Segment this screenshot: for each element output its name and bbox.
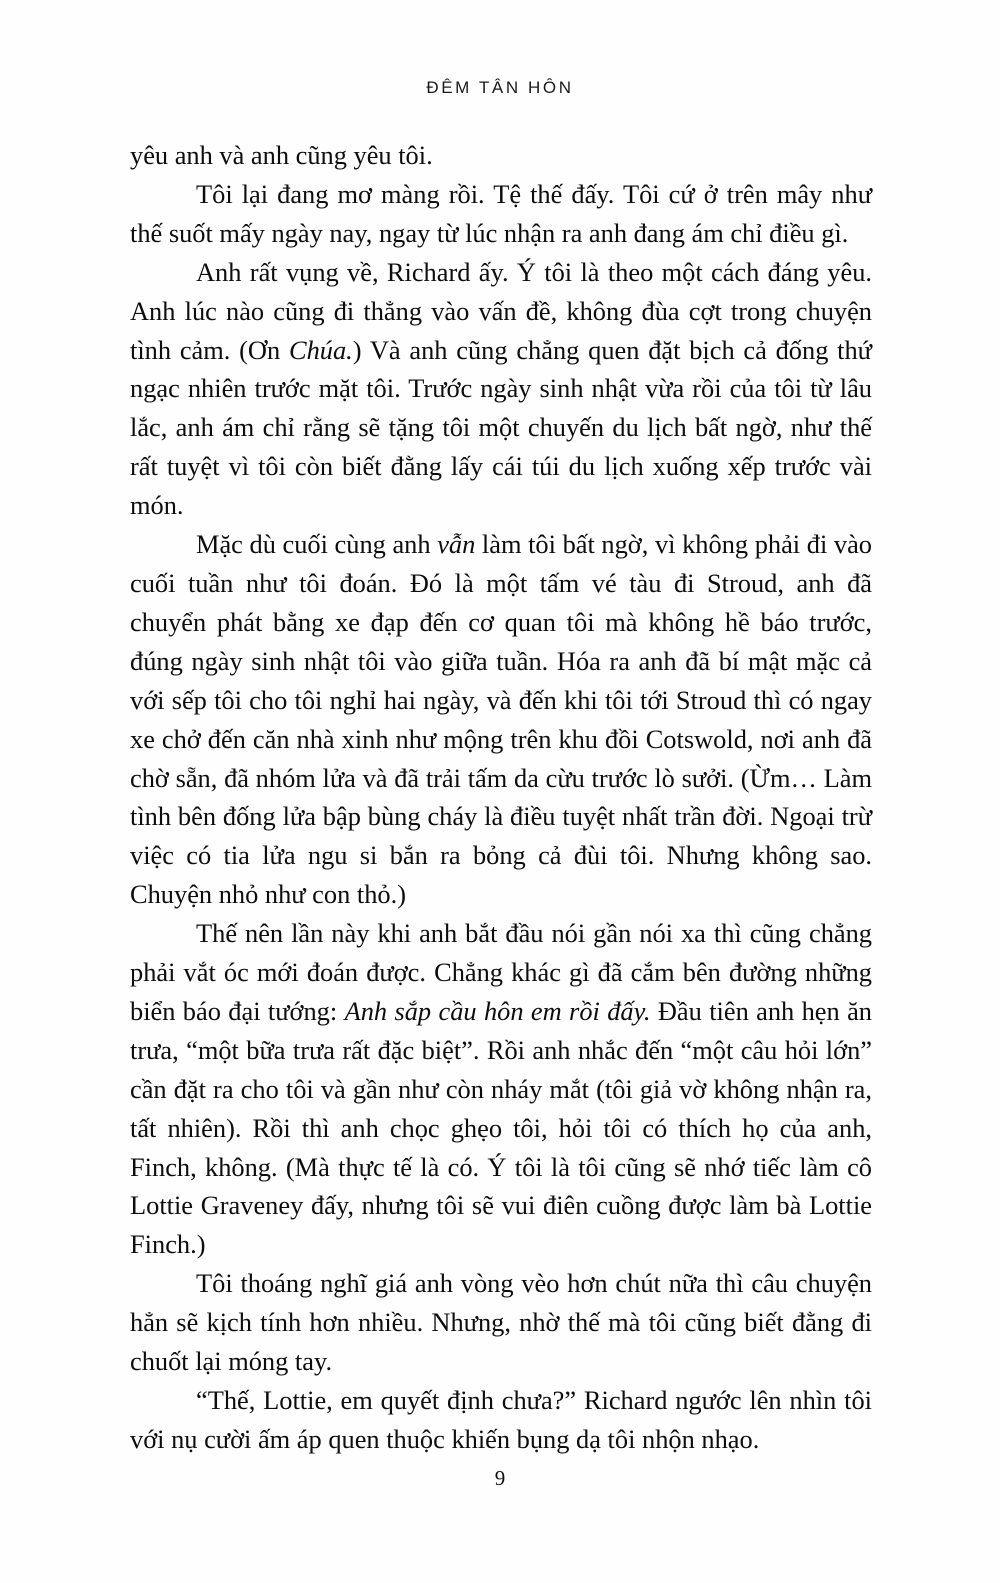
text-run: Mặc dù cuối cùng anh xyxy=(196,529,438,560)
running-head: ĐÊM TÂN HÔN xyxy=(426,78,574,97)
paragraph xyxy=(130,1264,872,1381)
text-run: Tôi thoáng nghĩ giá anh vòng vèo hơn chút nữa thì câu chuyện hẳn sẽ kịch tính hơn nhiều. Nhưng, nhờ thế mà tôi cũng biết đằng đi chuốt lại móng tay. xyxy=(130,1268,872,1377)
paragraph xyxy=(130,1381,872,1459)
page-number: 9 xyxy=(494,1466,506,1490)
text-run: Đầu tiên anh hẹn ăn trưa, “một bữa trưa rất đặc biệt”. Rồi anh nhắc đến “một câu hỏi lớn” cần đặt ra cho tôi và gần như còn nháy mắt (tôi giả vờ không nhận ra, tất nhiên). Rồi thì anh chọc ghẹo tôi, hỏi tôi có thích họ của anh, Finch, không. (Mà thực tế là có. Ý tôi là tôi cũng sẽ nhớ tiếc làm cô Lottie Graveney đấy, nhưng tôi sẽ vui điên cuồng được làm bà Lottie Finch.) xyxy=(130,995,872,1260)
text-run: làm tôi bất ngờ, vì không phải đi vào cuối tuần như tôi đoán. Đó là một tấm vé tàu đi Stroud, anh đã chuyển phát bằng xe đạp đến cơ quan tôi mà không hề báo trước, đúng ngày sinh nhật tôi vào giữa tuần. Hóa ra anh đã bí mật mặc cả với sếp tôi cho tôi nghỉ hai ngày, và đến khi tôi tới Stroud thì có ngay xe chở đến căn nhà xinh như mộng trên khu đồi Cotswold, nơi anh đã chờ sẵn, đã nhóm lửa và đã trải tấm da cừu trước lò sưởi. (Ừm… Làm tình bên đống lửa bập bùng cháy là điều tuyệt nhất trần đời. Ngoại trừ việc có tia lửa ngu si bắn ra bỏng cả đùi tôi. Nhưng không sao. Chuyện nhỏ như con thỏ.) xyxy=(130,529,872,910)
text-run: Thế nên lần này khi anh bắt đầu nói gần nói xa thì cũng chẳng phải vắt óc mới đoán được. Chẳng khác gì đã cắm bên đường những biển báo đại tướng: xyxy=(130,918,872,1026)
text-run: Anh rất vụng về, Richard ấy. Ý tôi là theo một cách đáng yêu. Anh lúc nào cũng đi thẳng vào vấn đề, không đùa cợt trong chuyện tình cảm. (Ơn xyxy=(130,256,872,365)
italic-run: Anh sắp cầu hôn em rồi đấy. xyxy=(344,995,651,1026)
italic-run: vẫn xyxy=(437,529,476,560)
body-text-block xyxy=(130,136,872,1459)
text-run: yêu anh và anh cũng yêu tôi. xyxy=(130,140,433,170)
paragraph xyxy=(130,253,872,525)
text-run: “Thế, Lottie, em quyết định chưa?” Richard ngước lên nhìn tôi với nụ cười ấm áp quen thuộc khiến bụng dạ tôi nhộn nhạo. xyxy=(130,1385,872,1454)
italic-run: Chúa. xyxy=(288,334,353,365)
paragraph xyxy=(130,136,872,175)
text-run: Tôi lại đang mơ màng rồi. Tệ thế đấy. Tôi cứ ở trên mây như thế suốt mấy ngày nay, ngay từ lúc nhận ra anh đang ám chỉ điều gì. xyxy=(130,178,872,248)
paragraph xyxy=(130,525,872,914)
paragraph xyxy=(130,175,872,253)
text-run: ) Và anh cũng chẳng quen đặt bịch cả đống thứ ngạc nhiên trước mặt tôi. Trước ngày sinh nhật vừa rồi của tôi từ lâu lắc, anh ám chỉ rằng sẽ tặng tôi một chuyến du lịch bất ngờ, như thế rất tuyệt vì tôi còn biết đằng lấy cái túi du lịch xuống xếp trước vài món. xyxy=(130,334,872,521)
paragraph xyxy=(130,914,872,1264)
